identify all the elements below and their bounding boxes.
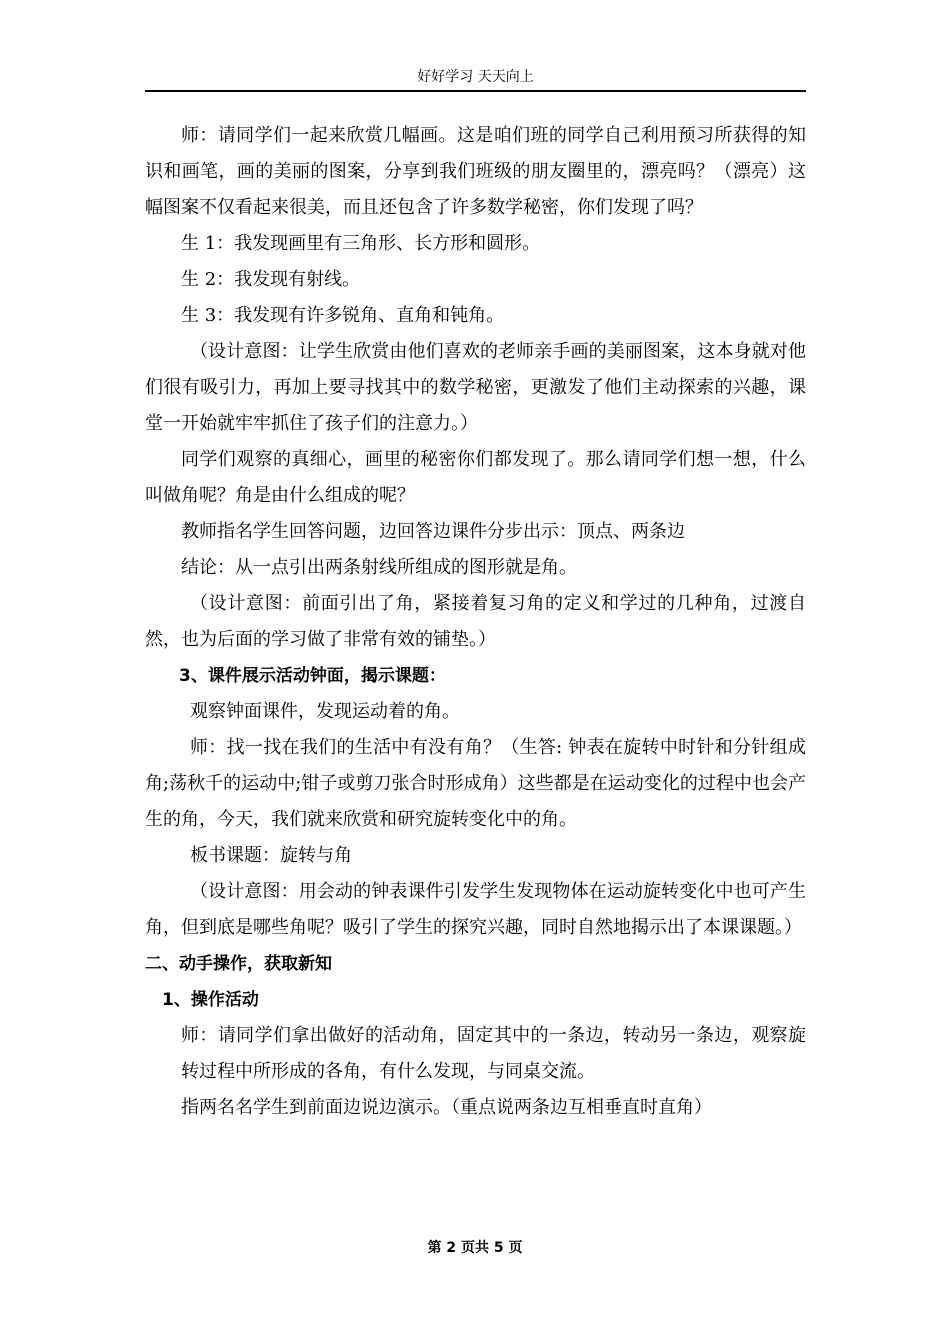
paragraph: 生 1：我发现画里有三角形、长方形和圆形。 xyxy=(181,233,541,254)
paragraph: 教师指名学生回答问题，边回答边课件分步出示：顶点、两条边 xyxy=(181,521,685,542)
document-body xyxy=(145,118,806,1126)
design-intent-note: （设计意图：前面引出了角，紧接着复习角的定义和学过的几种角，过渡自然，也为后面的学习做了非常有效的铺垫。） xyxy=(145,593,806,650)
design-intent-note: （设计意图：让学生欣赏由他们喜欢的老师亲手画的美丽图案，这本身就对他们很有吸引力，再加上要寻找其中的数学秘密，更激发了他们主动探索的兴趣，课堂一开始就牢牢抓住了孩子们的注意力。） xyxy=(145,341,806,434)
page-number: 第 2 页共 5 页 xyxy=(427,1240,523,1256)
page-footer xyxy=(0,1237,950,1257)
section-heading: 二、动手操作，获取新知 xyxy=(145,954,332,974)
page-header xyxy=(145,66,806,92)
paragraph: 同学们观察的真细心，画里的秘密你们都发现了。那么请同学们想一想，什么叫做角呢？角是由什么组成的呢？ xyxy=(145,449,806,506)
paragraph: 结论：从一点引出两条射线所组成的图形就是角。 xyxy=(181,557,577,578)
paragraph: 指两名名学生到前面边说边演示。（重点说两条边互相垂直时直角） xyxy=(181,1097,712,1118)
lesson-title-paragraph: 板书课题：旋转与角 xyxy=(190,845,352,866)
paragraph: 师：找一找在我们的生活中有没有角？（生答: 钟表在旋转中时针和分针组成角;荡秋千的运动中;钳子或剪刀张合时形成角）这些都是在运动变化的过程中也会产生的角，今天，我们就来欣赏和研究旋转变化中的角。 xyxy=(145,737,806,830)
paragraph: 师：请同学们拿出做好的活动角，固定其中的一条边，转动另一条边，观察旋转过程中所形成的各角，有什么发现，与同桌交流。 xyxy=(181,1025,806,1082)
paragraph: 观察钟面课件，发现运动着的角。 xyxy=(190,701,460,722)
paragraph: 师：请同学们一起来欣赏几幅画。这是咱们班的同学自己利用预习所获得的知识和画笔，画的美丽的图案，分享到我们班级的朋友圈里的，漂亮吗？（漂亮）这幅图案不仅看起来很美，而且还包含了许多数学秘密，你们发现了吗？ xyxy=(145,125,806,218)
header-title: 好好学习 天天向上 xyxy=(417,69,534,85)
design-intent-note: （设计意图：用会动的钟表课件引发学生发现物体在运动旋转变化中也可产生角，但到底是哪些角呢？吸引了学生的探究兴趣，同时自然地揭示出了本课课题。） xyxy=(145,881,806,938)
paragraph: 生 3：我发现有许多锐角、直角和钝角。 xyxy=(181,305,505,326)
subsection-heading: 1、操作活动 xyxy=(162,990,259,1010)
paragraph: 生 2：我发现有射线。 xyxy=(181,269,361,290)
section-heading: 3、课件展示活动钟面，揭示课题： xyxy=(179,666,446,686)
